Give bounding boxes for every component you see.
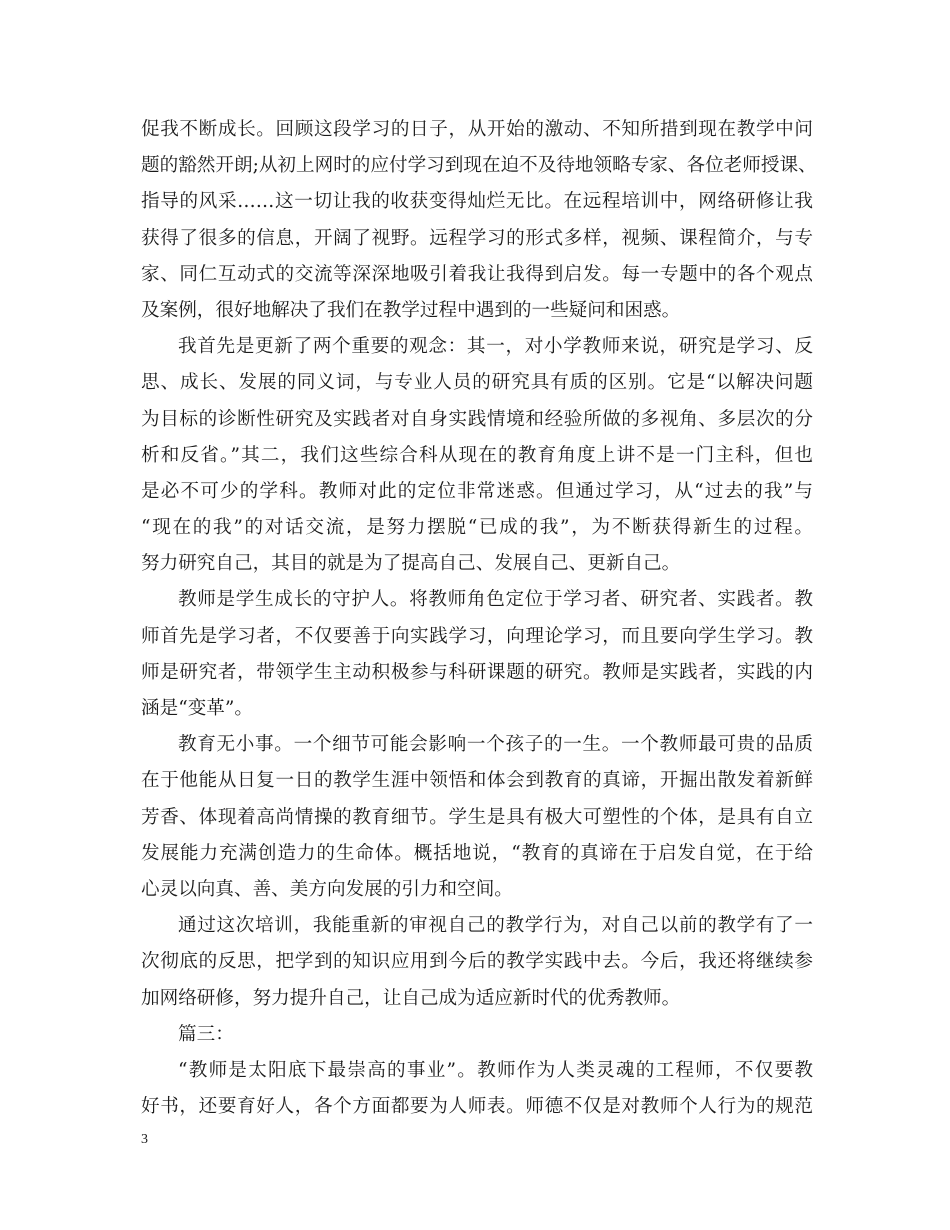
text-line: 促我不断成长。回顾这段学习的日子，从开始的激动、不知所措到现在教学中问 [141, 119, 813, 140]
text-line: 获得了很多的信息，开阔了视野。远程学习的形式多样，视频、课程简介，与专 [141, 227, 813, 249]
text-line: 篇三： [178, 1023, 234, 1045]
text-line: 及案例，很好地解决了我们在教学过程中遇到的一些疑问和困惑。 [141, 299, 681, 321]
text-line: 在于他能从日复一日的教学生涯中领悟和体会到教育的真谛，开掘出散发着新鲜 [141, 770, 813, 792]
text-line: “教师是太阳底下最崇高的事业”。教师作为人类灵魂的工程师，不仅要教 [178, 1059, 813, 1081]
text-line: 师首先是学习者，不仅要善于向实践学习，向理论学习，而且要向学生学习。教 [141, 625, 813, 647]
page-number: 3 [141, 1132, 148, 1147]
text-line: 为目标的诊断性研究及实践者对自身实践情境和经验所做的多视角、多层次的分 [141, 408, 813, 430]
text-line: 题的豁然开朗;从初上网时的应付学习到现在迫不及待地领略专家、各位老师授课、 [141, 155, 817, 177]
text-line: 教育无小事。一个细节可能会影响一个孩子的一生。一个教师最可贵的品质 [178, 734, 813, 756]
text-line: 努力研究自己，其目的就是为了提高自己、发展自己、更新自己。 [141, 553, 681, 575]
text-line: 教师是学生成长的守护人。将教师角色定位于学习者、研究者、实践者。教 [178, 589, 813, 611]
text-line: 加网络研修，努力提升自己，让自己成为适应新时代的优秀教师。 [141, 987, 681, 1009]
text-line: 思、成长、发展的同义词，与专业人员的研究具有质的区别。它是“以解决问题 [141, 372, 813, 394]
text-line: 是必不可少的学科。教师对此的定位非常迷惑。但通过学习，从“过去的我”与 [141, 480, 813, 502]
text-line: 涵是“变革”。 [141, 698, 253, 719]
text-line: 析和反省。”其二，我们这些综合科从现在的教育角度上讲不是一门主科，但也 [141, 444, 813, 466]
text-line: 通过这次培训，我能重新的审视自己的教学行为，对自己以前的教学有了一 [178, 915, 813, 937]
text-line: 发展能力充满创造力的生命体。概括地说，“教育的真谛在于启发自觉，在于给 [141, 842, 813, 864]
document-body [141, 112, 817, 1125]
text-line: 心灵以向真、善、美方向发展的引力和空间。 [141, 878, 513, 900]
text-line: 芳香、体现着高尚情操的教育细节。学生是具有极大可塑性的个体，是具有自立 [141, 806, 813, 828]
text-line: 指导的风采……这一切让我的收获变得灿烂无比。在远程培训中，网络研修让我 [141, 191, 813, 213]
text-line: 家、同仁互动式的交流等深深地吸引着我让我得到启发。每一专题中的各个观点 [141, 263, 813, 285]
text-line: 次彻底的反思，把学到的知识应用到今后的教学实践中去。今后，我还将继续参 [141, 951, 813, 973]
text-line: 师是研究者，带领学生主动积极参与科研课题的研究。教师是实践者，实践的内 [141, 661, 813, 683]
text-line: 好书，还要育好人，各个方面都要为人师表。师德不仅是对教师个人行为的规范 [141, 1096, 813, 1118]
text-line: 我首先是更新了两个重要的观念：其一，对小学教师来说，研究是学习、反 [178, 336, 813, 358]
text-line: “现在的我”的对话交流，是努力摆脱“已成的我”，为不断获得新生的过程。 [141, 517, 813, 539]
